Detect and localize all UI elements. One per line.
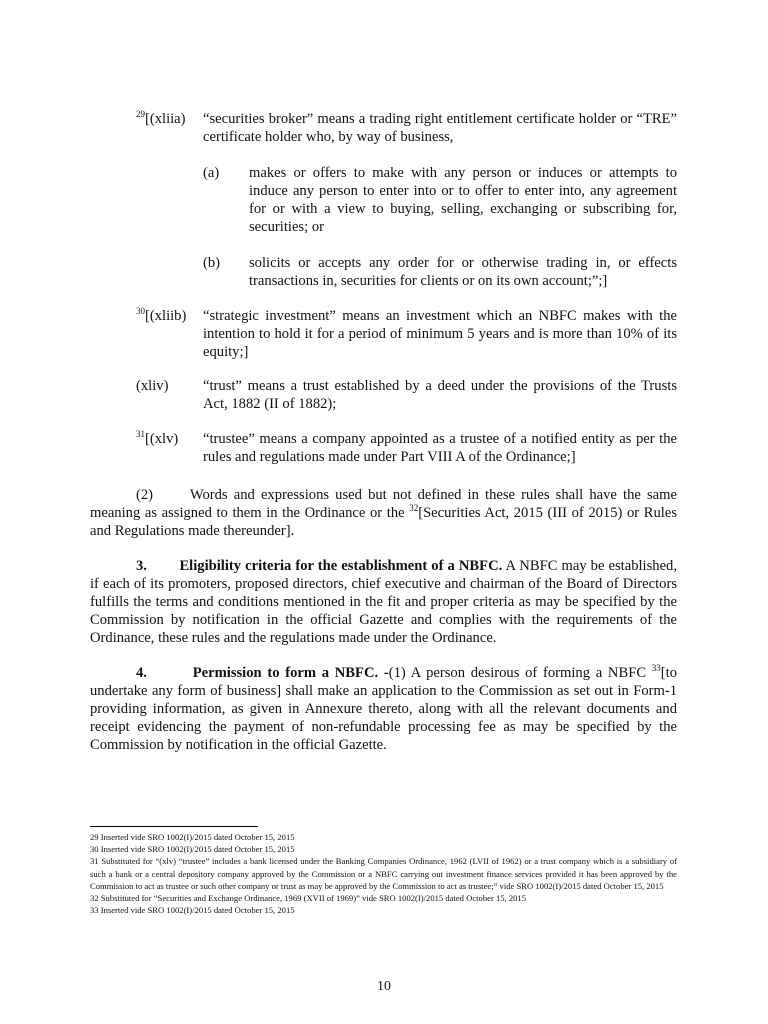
- section-heading: Eligibility criteria for the establishment of a NBFC.: [179, 558, 503, 574]
- sub-rule-number: (2): [136, 487, 154, 503]
- footnote-30: 30 Inserted vide SRO 1002(I)/2015 dated October 15, 2015: [90, 844, 295, 855]
- subclause-text: makes or offers to make with any person or induces or attempts to induce any person to enter into or to offer to enter into, any agreement for or with a view to buying, selling, exchanging or subscribing for, securities; or: [249, 165, 677, 235]
- section-text: [to undertake any form of business] shall make an application to the Commission as set out in Form-1 providing information, as given in Annexure thereto, along with all the relevant documents and receipt evidencing the payment of non-refundable processing fee as may be specified by the Commission by notification in the official Gazette.: [90, 665, 677, 753]
- footnote-marker: 29: [136, 109, 145, 120]
- sub-rule-2: [90, 486, 677, 540]
- footnotes: [90, 831, 677, 916]
- definition-number: $^{30}$[(xliib): [136, 306, 187, 324]
- section-3: [90, 557, 677, 647]
- definition-text: “trust” means a trust established by a deed under the provisions of the Trusts Act, 1882 (II of 1882);: [203, 378, 677, 412]
- footnote-marker: 31: [136, 429, 145, 440]
- sub-rule-text: [Securities Act, 2015 (III of 2015) or Rules and Regulations made thereunder].: [90, 505, 677, 539]
- definition-text: “securities broker” means a trading right entitlement certificate holder or “TRE” certificate holder who, by way of business,: [203, 111, 677, 145]
- section-heading: Permission to form a NBFC. -: [192, 665, 389, 681]
- footnote-31: 31 Substituted for “(xlv) “trustee” includes a bank licensed under the Banking Companies Ordinance, 1962 (LVII of 1962) or a trust company which is a subsidiary of such a bank or a central depository company approved by the Commission or a NBFC carrying out investment finance services provided it has been approved by the Commission to act as trustee or such other company or trust as may be approved by the Commission to act as trustee;” vide SRO 1002(I)/2015 dated October 15, 2015: [90, 856, 677, 891]
- footnote-marker: 32: [409, 503, 419, 514]
- section-text: A NBFC may be established, if each of its promoters, proposed directors, chief executive and chairman of the Board of Directors fulfills the terms and conditions mentioned in the fit and proper criteria as may be specified by the Commission by notification in the official Gazette and complies with the requirements of the Ordinance, these rules and the regulations made under the Ordinance.: [90, 558, 678, 646]
- footnote-32: 32 Substituted for “Securities and Exchange Ordinance, 1969 (XVII of 1969)” vide SRO 1002(I)/2015 dated October 15, 2015: [90, 893, 527, 904]
- section-text: (1) A person desirous of forming a NBFC: [388, 665, 652, 681]
- section-4: [90, 664, 677, 754]
- definition-number: $^{29}$[(xliia): [136, 109, 186, 127]
- definition-number: $^{31}$[(xlv): [136, 429, 179, 447]
- definition-text: “strategic investment” means an investment which an NBFC makes with the intention to hold it for a period of minimum 5 years and is more than 10% of its equity;]: [203, 308, 677, 360]
- subclause-text: solicits or accepts any order for or otherwise trading in, or effects transactions in, securities for clients or on its own account;”;]: [249, 255, 677, 289]
- footnote-29: 29 Inserted vide SRO 1002(I)/2015 dated October 15, 2015: [90, 832, 295, 842]
- footnote-marker: 33: [651, 663, 661, 674]
- footnote-33: 33 Inserted vide SRO 1002(I)/2015 dated October 15, 2015: [90, 905, 295, 916]
- sub-rule-text: Words and expressions used but not defined in these rules shall have the same meaning as assigned to them in the Ordinance or the: [90, 487, 677, 521]
- section-number: 3.: [136, 558, 147, 574]
- section-number: 4.: [136, 665, 147, 681]
- footnote-separator: [90, 826, 258, 827]
- footnote-marker: 30: [136, 306, 145, 317]
- page-number: 10: [377, 979, 391, 994]
- subclause-label: (b): [203, 255, 221, 271]
- definition-number: (xliv): [136, 378, 169, 394]
- definition-text: “trustee” means a company appointed as a trustee of a notified entity as per the rules and regulations made under Part VIII A of the Ordinance;]: [203, 431, 677, 465]
- subclause-label: (a): [203, 165, 220, 181]
